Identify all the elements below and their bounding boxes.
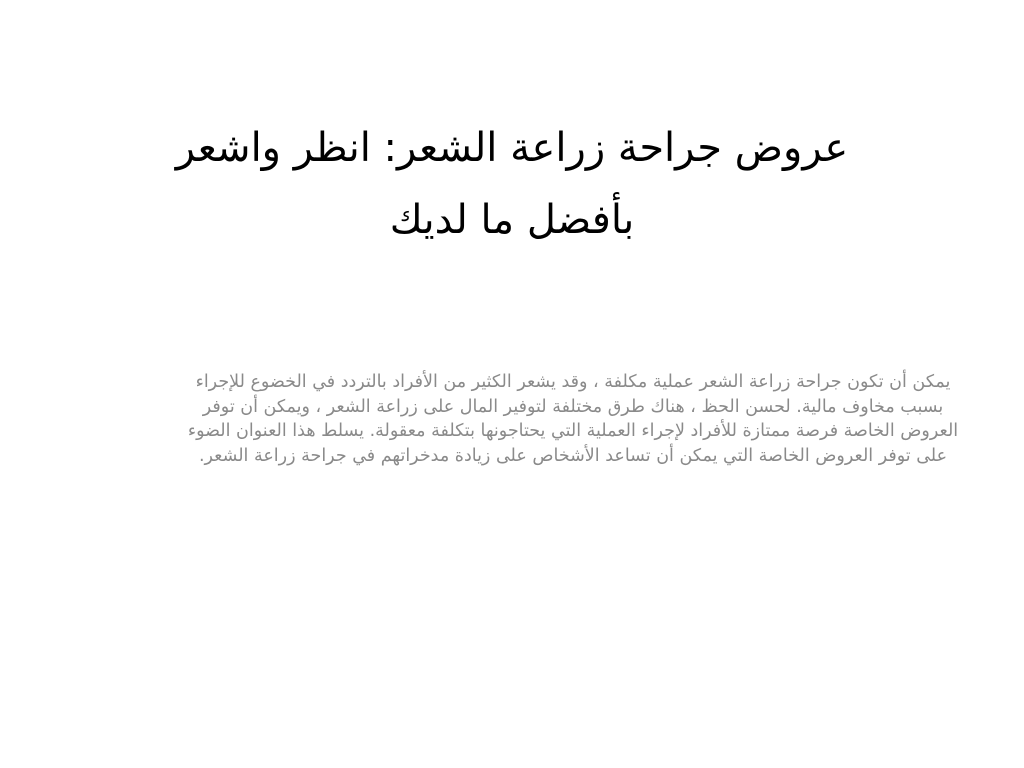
slide-body-text: يمكن أن تكون جراحة زراعة الشعر عملية مكلفة ، وقد يشعر الكثير من الأفراد بالتردد في الخضوع للإجراء بسبب مخاوف مالية. لحسن الحظ ، هناك طرق مختلفة لتوفير المال على زراعة الشعر ، ويمكن أن توفر العروض الخاصة فرصة ممتازة للأفراد لإجراء العملية التي يحتاجونها بتكلفة معقولة. يسلط هذا العنوان الضوء على توفر العروض الخاصة التي يمكن أن تساعد الأشخاص على زيادة مدخراتهم في جراحة زراعة الشعر. — [187, 372, 959, 466]
slide-title: عروض جراحة زراعة الشعر: انظر واشعر بأفضل ما لديك — [175, 125, 849, 243]
